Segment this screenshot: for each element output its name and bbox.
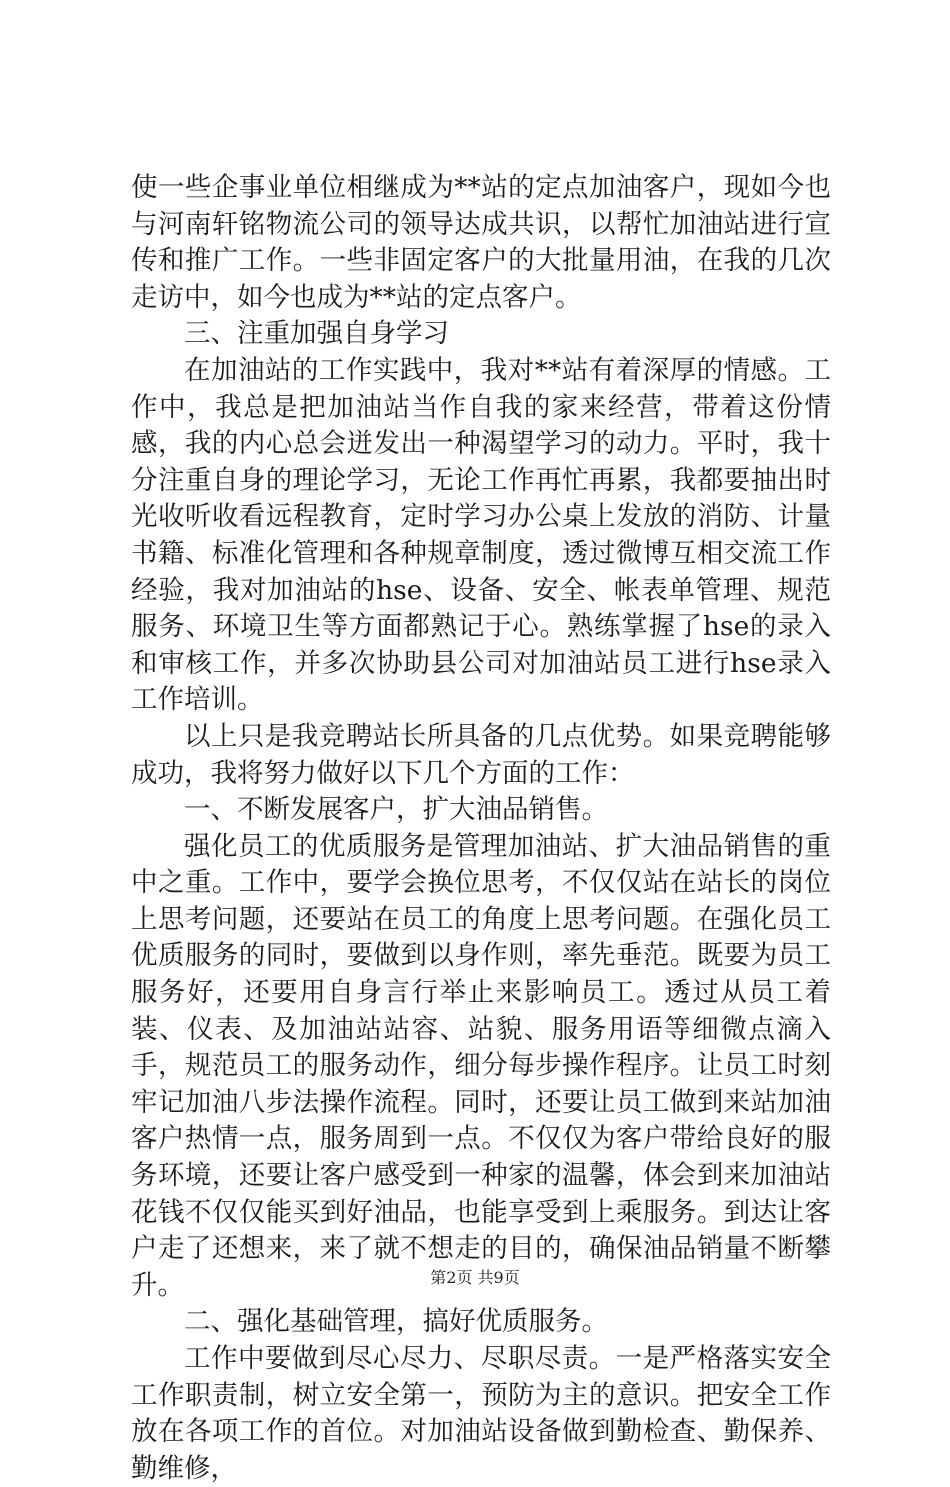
section-heading-2: 二、强化基础管理，搞好优质服务。 [184, 1306, 608, 1338]
section-heading-3: 三、注重加强自身学习 [184, 318, 449, 350]
page-number-footer: 第2页 共9页 [430, 1268, 520, 1287]
section-heading-1: 一、不断发展客户，扩大油品销售。 [184, 794, 608, 826]
paragraph-8: 工作中要做到尽心尽力、尽职尽责。一是严格落实安全工作职责制，树立安全第一，预防为主的意识。把安全工作放在各项工作的首位。对加油站设备做到勤检查、勤保养、勤维修， [131, 1343, 831, 1484]
document-body [131, 170, 831, 1487]
paragraph-1: 使一些企事业单位相继成为**站的定点加油客户，现如今也与河南轩铭物流公司的领导达成共识，以帮忙加油站进行宣传和推广工作。一些非固定客户的大批量用油，在我的几次走访中，如今也成为**站的定点客户。 [131, 172, 831, 313]
paragraph-6: 强化员工的优质服务是管理加油站、扩大油品销售的重中之重。工作中，要学会换位思考，不仅仅站在站长的岗位上思考问题，还要站在员工的角度上思考问题。在强化员工优质服务的同时，要做到以身作则，率先垂范。既要为员工服务好，还要用自身言行举止来影响员工。透过从员工着装、仪表、及加油站站容、站貌、服务用语等细微点滴入手，规范员工的服务动作，细分每步操作程序。让员工时刻牢记加油八步法操作流程。同时，还要让员工做到来站加油客户热情一点，服务周到一点。不仅仅为客户带给良好的服务环境，还要让客户感受到一种家的温馨，体会到来加油站花钱不仅仅能买到好油品，也能享受到上乘服务。到达让客户走了还想来，来了就不想走的目的，确保油品销量不断攀升。 [131, 830, 831, 1301]
paragraph-4: 以上只是我竞聘站长所具备的几点优势。如果竞聘能够成功，我将努力做好以下几个方面的工作： [131, 720, 831, 789]
paragraph-3: 在加油站的工作实践中，我对**站有着深厚的情感。工作中，我总是把加油站当作自我的家来经营，带着这份情感，我的内心总会迸发出一种渴望学习的动力。平时，我十分注重自身的理论学习，无论工作再忙再累，我都要抽出时光收听收看远程教育，定时学习办公桌上发放的消防、计量书籍、标准化管理和各种规章制度，透过微博互相交流工作经验，我对加油站的hse、设备、安全、帐表单管理、规范服务、环境卫生等方面都熟记于心。熟练掌握了hse的录入和审核工作，并多次协助县公司对加油站员工进行hse录入工作培训。 [131, 354, 831, 716]
